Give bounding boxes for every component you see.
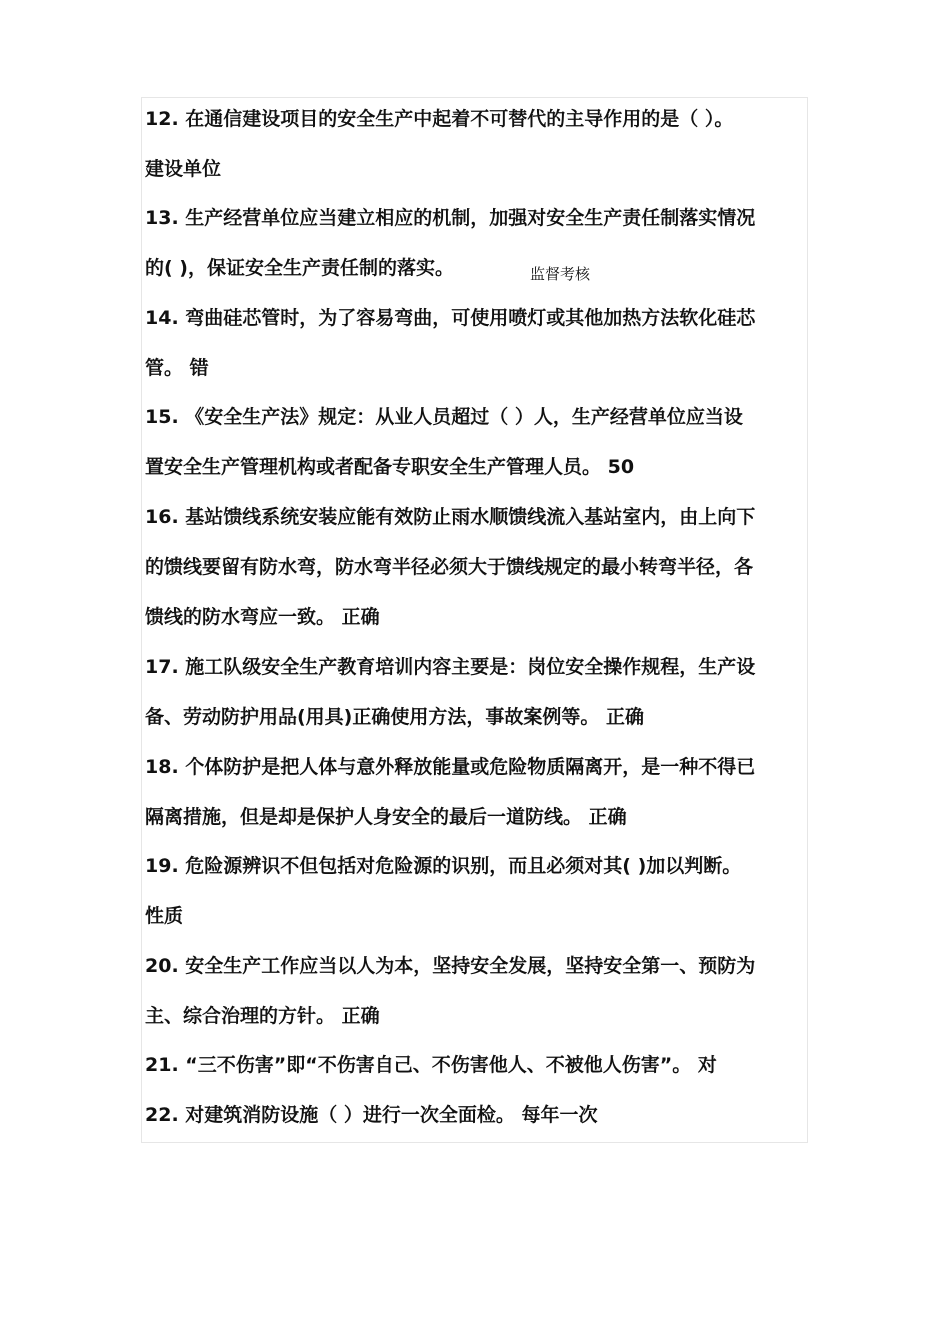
text-line: 馈线的防水弯应一致。 正确 (145, 606, 380, 628)
text-line: 16. 基站馈线系统安装应能有效防止雨水顺馈线流入基站室内，由上向下 (145, 506, 756, 528)
text-line: 12. 在通信建设项目的安全生产中起着不可替代的主导作用的是（ ）。 (145, 108, 734, 130)
text-line: 建设单位 (145, 158, 222, 180)
text-line: 18. 个体防护是把人体与意外释放能量或危险物质隔离开，是一种不得已 (145, 756, 756, 778)
text-line: 21. “三不伤害”即“不伤害自己、不伤害他人、不被他人伤害”。 对 (145, 1054, 717, 1076)
text-line: 置安全生产管理机构或者配备专职安全生产管理人员。 50 (145, 456, 635, 478)
text-line: 15. 《安全生产法》规定：从业人员超过（ ）人，生产经营单位应当设 (145, 406, 743, 428)
text-line: 19. 危险源辨识不但包括对危险源的识别，而且必须对其( )加以判断。 (145, 855, 742, 877)
text-line: 主、综合治理的方针。 正确 (145, 1005, 380, 1027)
text-line: 13. 生产经营单位应当建立相应的机制，加强对安全生产责任制落实情况 (145, 207, 756, 229)
text-line: 的( )，保证安全生产责任制的落实。 (145, 257, 454, 279)
text-line: 14. 弯曲硅芯管时，为了容易弯曲，可使用喷灯或其他加热方法软化硅芯 (145, 307, 756, 329)
text-line: 17. 施工队级安全生产教育培训内容主要是：岗位安全操作规程，生产设 (145, 656, 756, 678)
floating-answer: 监督考核 (530, 265, 591, 283)
text-line: 管。 错 (145, 357, 209, 379)
text-line: 的馈线要留有防水弯，防水弯半径必须大于馈线规定的最小转弯半径，各 (145, 556, 754, 578)
text-line: 22. 对建筑消防设施（ ）进行一次全面检。 每年一次 (145, 1104, 598, 1126)
text-line: 20. 安全生产工作应当以人为本，坚持安全发展，坚持安全第一、预防为 (145, 955, 756, 977)
text-line: 隔离措施，但是却是保护人身安全的最后一道防线。 正确 (145, 806, 627, 828)
text-line: 性质 (145, 905, 184, 927)
text-line: 备、劳动防护用品(用具)正确使用方法，事故案例等。 正确 (145, 706, 644, 728)
